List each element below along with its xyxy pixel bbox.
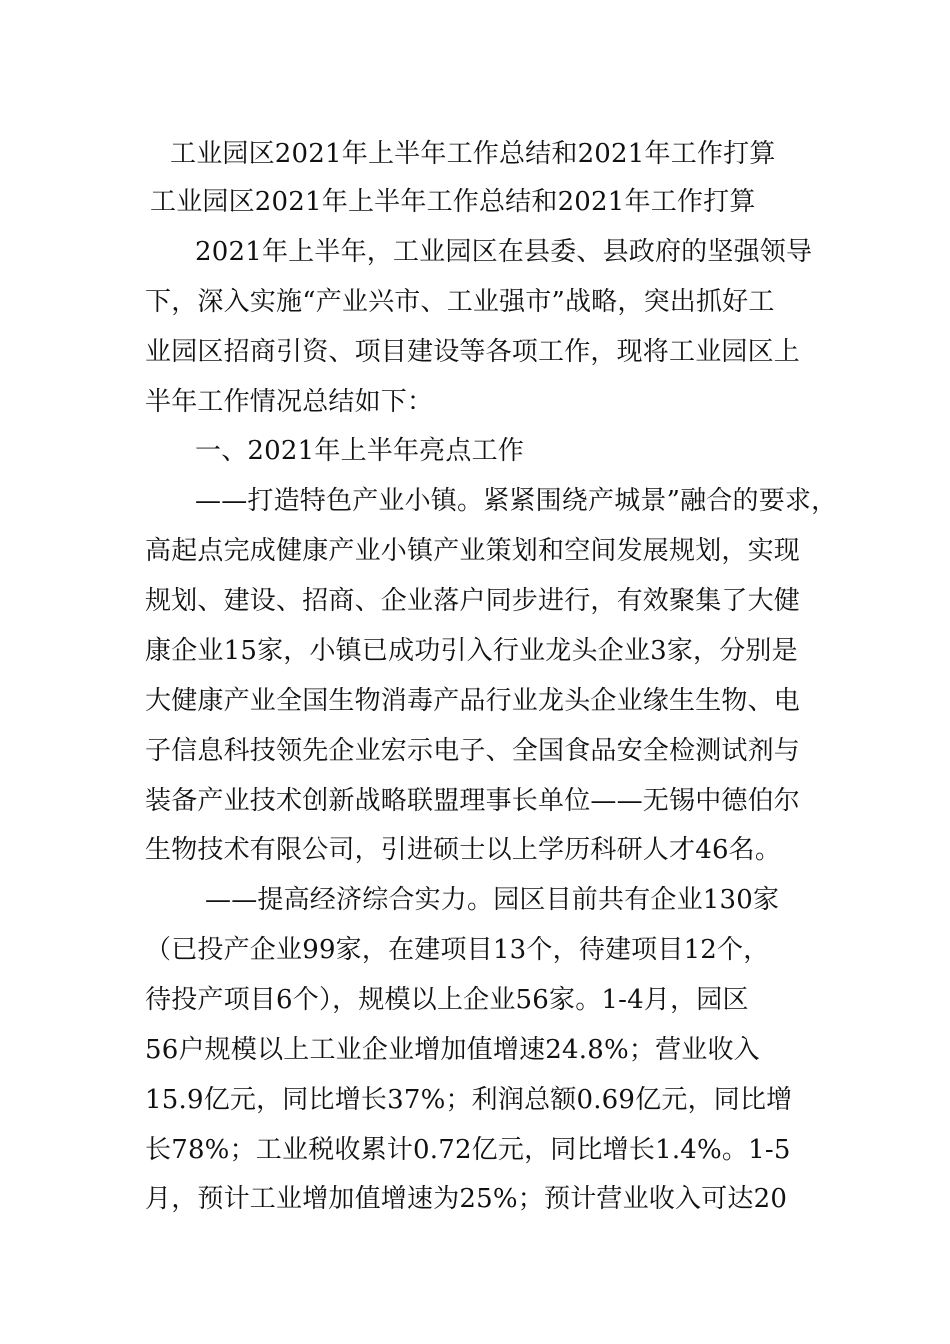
paragraph-line: 下，深入实施“产业兴市、工业强市”战略，突出抓好工: [145, 287, 775, 317]
paragraph-line: 大健康产业全国生物消毒产品行业龙头企业缘生生物、电: [145, 686, 801, 716]
paragraph-line: 装备产业技术创新战略联盟理事长单位——无锡中德伯尔: [145, 786, 801, 816]
section-heading: 一、2021年上半年亮点工作: [195, 436, 524, 466]
paragraph-line: ——提高经济综合实力。园区目前共有企业130家: [205, 885, 780, 915]
paragraph-line: 长78%；工业税收累计0.72亿元，同比增长1.4%。1-5: [145, 1135, 791, 1165]
paragraph-line: 子信息科技领先企业宏示电子、全国食品安全检测试剂与: [145, 736, 801, 766]
paragraph-line: 待投产项目6个），规模以上企业56家。1-4月，园区: [145, 985, 749, 1015]
document-title: 工业园区2021年上半年工作总结和2021年工作打算: [170, 139, 776, 169]
paragraph-line: 56户规模以上工业企业增加值增速24.8%；营业收入: [145, 1035, 760, 1065]
paragraph-line: 业园区招商引资、项目建设等各项工作，现将工业园区上: [145, 337, 801, 367]
paragraph-line: 半年工作情况总结如下：: [145, 387, 434, 417]
paragraph-line: 15.9亿元，同比增长37%；利润总额0.69亿元，同比增: [145, 1085, 793, 1115]
paragraph-line: 高起点完成健康产业小镇产业策划和空间发展规划，实现: [145, 536, 801, 566]
paragraph-line: 规划、建设、招商、企业落户同步进行，有效聚集了大健: [145, 586, 801, 616]
paragraph-line: 月，预计工业增加值增速为25%；预计营业收入可达20: [145, 1184, 788, 1214]
paragraph-line: 生物技术有限公司，引进硕士以上学历科研人才46名。: [145, 835, 782, 865]
paragraph-line: ——打造特色产业小镇。紧紧围绕产城景”融合的要求，: [195, 486, 838, 516]
document-subtitle: 工业园区2021年上半年工作总结和2021年工作打算: [150, 187, 756, 217]
paragraph-line: （已投产企业99家，在建项目13个，待建项目12个，: [145, 935, 770, 965]
paragraph-line: 康企业15家，小镇已成功引入行业龙头企业3家，分别是: [145, 636, 798, 666]
paragraph-line: 2021年上半年，工业园区在县委、县政府的坚强领导: [195, 237, 813, 267]
